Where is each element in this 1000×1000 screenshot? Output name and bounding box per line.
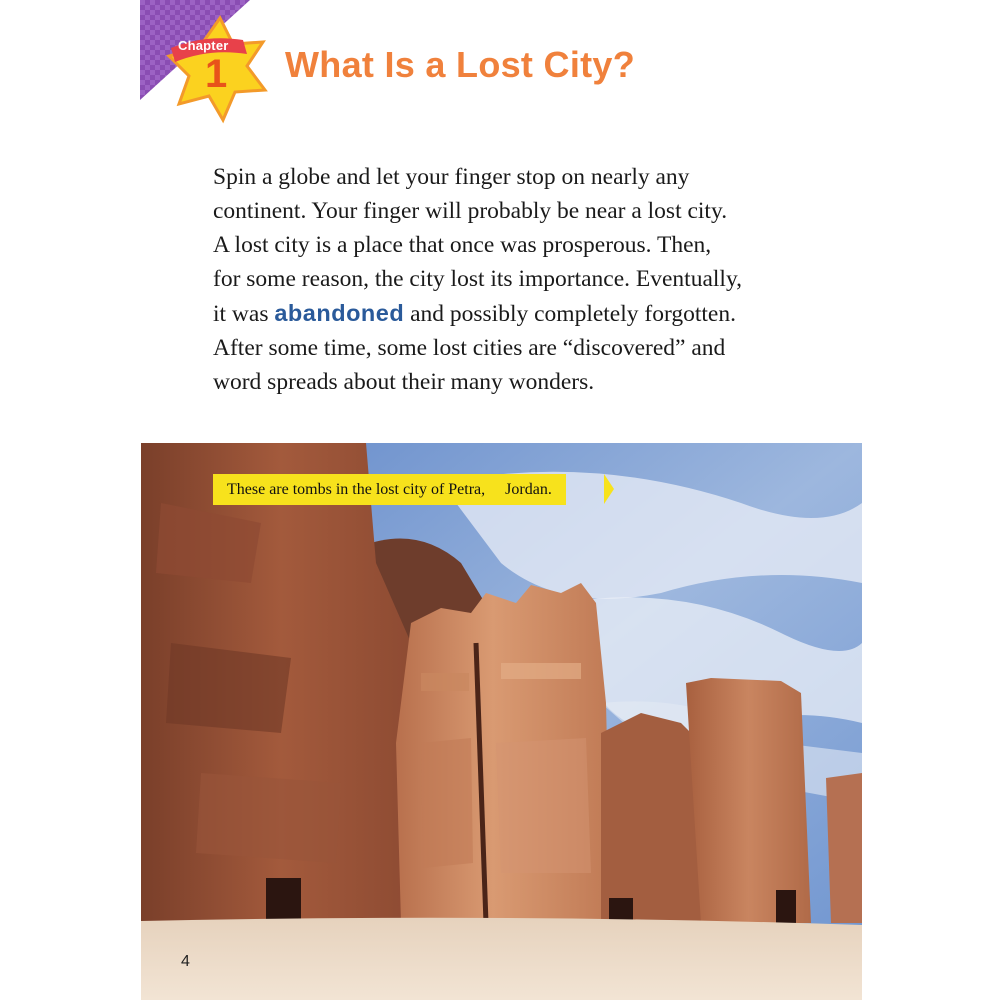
body-text-fragment: it was [213,301,275,327]
body-line: word spreads about their many wonders. [213,369,595,395]
body-line-with-vocab [213,296,793,331]
chapter-label: Chapter [178,38,229,53]
body-line: After some time, some lost cities are “discovered” and [213,335,726,361]
body-line: A lost city is a place that once was prosperous. Then, [213,232,712,258]
body-line: for some reason, the city lost its importance. Eventually, [213,266,743,292]
caption-tail [604,474,614,504]
photo-caption: These are tombs in the lost city of Petra, Jordan. [213,474,566,505]
chapter-badge [165,14,275,124]
body-line: continent. Your finger will probably be near a lost city. [213,198,728,224]
body-line: Spin a globe and let your finger stop on nearly any [213,164,690,190]
petra-tombs-photo [141,443,862,1000]
vocab-word-link[interactable]: abandoned [274,300,405,326]
chapter-title: What Is a Lost City? [285,44,636,85]
body-text-fragment: and possibly completely forgotten. [404,301,736,327]
chapter-number: 1 [205,52,228,96]
page-number: 4 [181,953,190,970]
body-paragraph [213,160,793,399]
